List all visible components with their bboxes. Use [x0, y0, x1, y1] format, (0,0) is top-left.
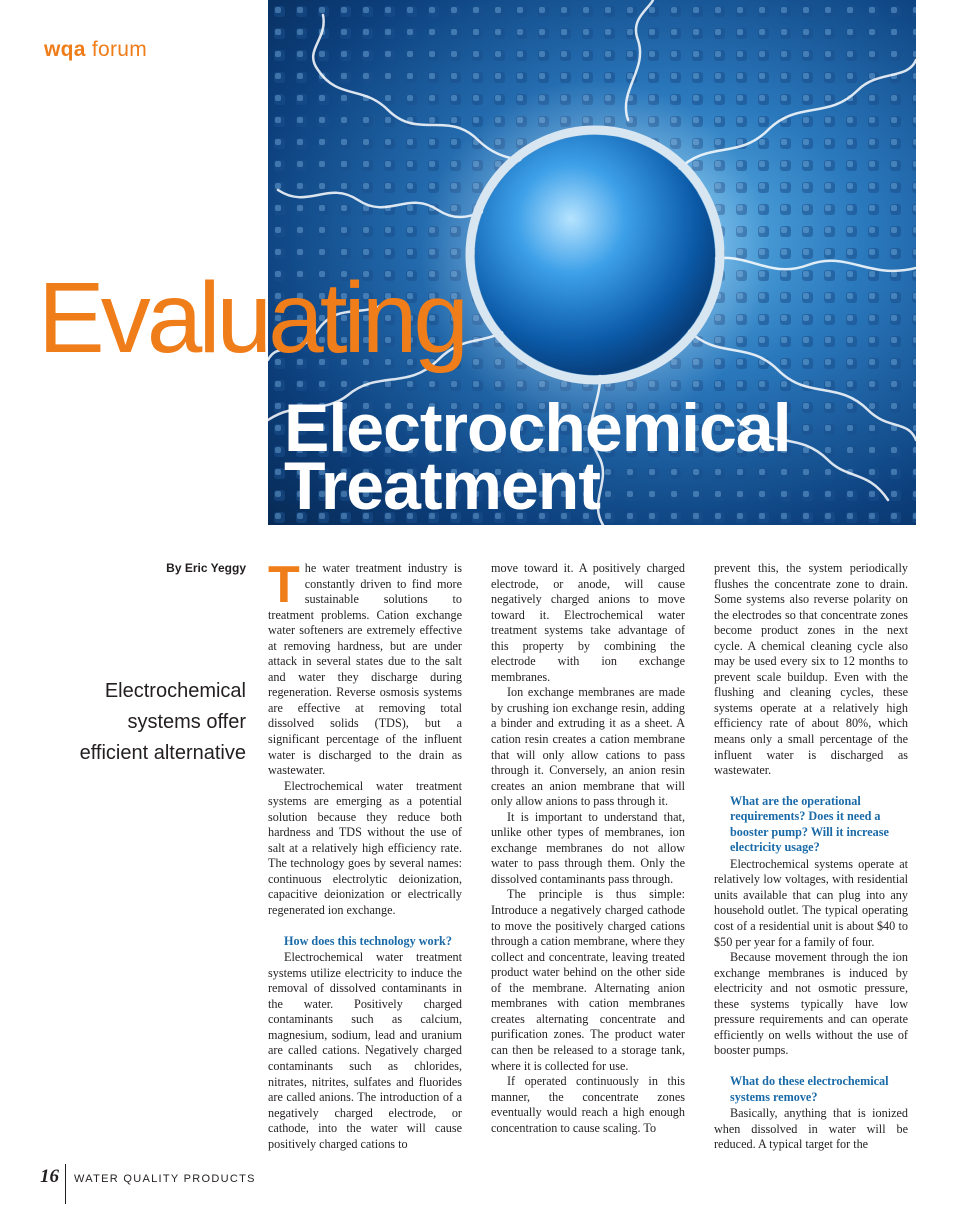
body-paragraph: prevent this, the system periodically flushes the concentrate zone to drain. Some systems also reverse polarity on the electrodes so that concentrate zones become product zones in the next cycle. A chemical cleaning cycle also may be used every six to 12 months to prevent scale buildup. Even with the flushing and cleaning cycles, these systems operate at a relatively high efficiency rate of about 80%, which means only a small percentage of the influent water is discharged as wastewater. [714, 561, 908, 778]
section-label [44, 38, 147, 62]
body-paragraph: Electrochemical systems operate at relatively low voltages, with residential units available that can plug into any household outlet. The typical operating cost of a residential unit is about $40 to $50 per year for a family of four. [714, 856, 908, 949]
body-paragraph: It is important to understand that, unlike other types of membranes, ion exchange membranes do not allow water to pass through them. Only the dissolved contaminants pass through. [491, 809, 685, 886]
body-paragraph: he water treatment industry is constantly driven to find more sustainable solutions to treatment problems. Cation exchange water softeners are extremely effective at removing hardness, but are under attack in several states due to the salt and water they discharge during regeneration. Reverse osmosis systems are effective at removing total dissolved solids (TDS), but a significant percentage of the influent water is discharged to the drain as wastewater. [268, 561, 462, 778]
page-number: 16 [40, 1166, 59, 1187]
title-line-3: Treatment [284, 448, 600, 524]
body-paragraph: Ion exchange membranes are made by crushing ion exchange resin, adding a binder and extruding it as a sheet. A cation resin creates a cation membrane that will only allow cations to pass through it. Conversely, an anion resin creates an anion membrane that will only allow anions to pass through it. [491, 685, 685, 809]
section-brand: wqa [44, 38, 86, 61]
body-paragraph: Basically, anything that is ionized when dissolved in water will be reduced. A typical target for the [714, 1106, 908, 1152]
drop-cap: T [268, 556, 300, 614]
deck-line: Electrochemical [104, 680, 246, 702]
deck-line: efficient alternative [79, 742, 246, 764]
body-paragraph: Because movement through the ion exchange membranes is induced by electricity and not osmotic pressure, these systems typically have low pressure requirements and can operate efficiently on wells without the use of booster pumps. [714, 950, 908, 1058]
body-paragraph: If operated continuously in this manner, the concentrate zones eventually would reach a high enough concentration to cause scaling. To [491, 1074, 685, 1135]
title-line-1: Evaluating [38, 262, 465, 374]
body-column-2 [491, 561, 685, 1136]
magazine-name: WATER QUALITY PRODUCTS [74, 1173, 256, 1185]
body-paragraph: move toward it. A positively charged electrode, or anode, will cause negatively charged anions to move toward it. Electrochemical water treatment systems take advantage of this property by combining the electrode with ion exchange membranes. [491, 561, 685, 684]
byline: By Eric Yeggy [166, 561, 246, 575]
deck-line: systems offer [127, 711, 246, 733]
subhead: What are the operational requirements? Does it need a booster pump? Will it increase electricity usage? [730, 793, 889, 855]
footer-divider [65, 1164, 66, 1204]
body-column-1 [268, 556, 462, 1152]
body-paragraph: Electrochemical water treatment systems utilize electricity to induce the removal of dissolved contaminants in the water. Positively charged contaminants such as calcium, magnesium, sodium, lead and uranium are called cations. Negatively charged contaminants such as chlorides, nitrates, nitrites, sulfates and fluorides are called anions. The introduction of a negatively charged electrode, or cathode, into the water will cause positively charged cations to [268, 950, 462, 1151]
body-paragraph: The principle is thus simple: Introduce a negatively charged cathode to move the positively charged cations through a cation membrane, where they collect and concentrate, leaving treated product water behind on the other side of the membrane. Alternating anion membranes with cation membranes creates alternating concentrate and purification zones. The product water can then be released to a storage tank, where it is collected for use. [491, 887, 685, 1073]
body-column-3 [714, 561, 908, 1153]
subhead: What do these electrochemical systems remove? [730, 1073, 889, 1104]
subhead: How does this technology work? [284, 933, 452, 948]
title-line-2: Electrochemical [284, 390, 791, 466]
section-name: forum [91, 38, 148, 61]
deck [40, 676, 246, 769]
body-paragraph: Electrochemical water treatment systems are emerging as a potential solution because they reduce both hardness and TDS without the use of salt at a relatively high efficiency rate. The technology goes by several names: continuous electrolytic deionization, capacitive deionization or electrically regenerated ion exchange. [268, 778, 462, 918]
